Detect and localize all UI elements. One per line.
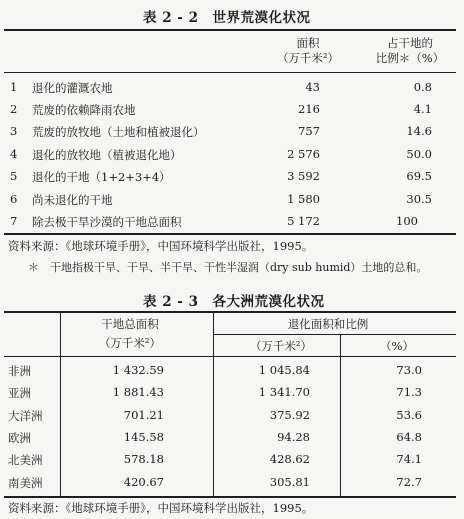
table2-row-pct: 72.7 bbox=[396, 475, 422, 489]
table1-title: 表 2 - 2 世界荒漠化状况 bbox=[143, 10, 311, 26]
table1-row-no: 3 bbox=[10, 124, 18, 138]
table2-row-pct: 53.6 bbox=[396, 408, 422, 422]
table1-row-area: 757 bbox=[298, 124, 320, 138]
table2-top-rule bbox=[4, 311, 456, 313]
table1-row-no: 5 bbox=[10, 169, 18, 183]
table2-row-name: 亚洲 bbox=[8, 386, 31, 400]
table1-row-name: 退化的干地（1+2+3+4） bbox=[32, 170, 171, 184]
table1-top-rule bbox=[4, 29, 456, 31]
table1-row-no: 2 bbox=[10, 102, 18, 116]
table2-title: 表 2 - 3 各大洲荒漠化状况 bbox=[143, 294, 325, 310]
table1-row-name: 退化的放牧地（植被退化地） bbox=[32, 148, 182, 162]
table2-group-rule bbox=[214, 334, 456, 335]
table1-row-pct: 0.8 bbox=[413, 80, 432, 94]
table1-bottom-rule bbox=[4, 233, 456, 235]
table2-row-pct: 73.0 bbox=[396, 363, 422, 377]
table1-header-area-line1: 面积 bbox=[296, 36, 320, 50]
table2-row-name: 南美洲 bbox=[8, 476, 43, 490]
table2-row-name: 北美洲 bbox=[8, 453, 43, 467]
table1-row-pct: 50.0 bbox=[406, 147, 432, 161]
table1-row-area: 43 bbox=[305, 80, 320, 94]
table2-row-area: 375.92 bbox=[269, 408, 310, 422]
table1-row-pct: 4.1 bbox=[413, 102, 432, 116]
table2-row-pct: 64.8 bbox=[396, 430, 422, 444]
table2-header-dry-line1: 干地总面积 bbox=[101, 317, 159, 331]
table2-row-dry: 1 881.43 bbox=[112, 385, 164, 399]
table2-row-name: 非洲 bbox=[8, 364, 31, 378]
table1-row-name: 退化的灌溉农地 bbox=[32, 81, 113, 95]
table1-row-area: 216 bbox=[298, 102, 320, 116]
table1-row-no: 7 bbox=[10, 214, 18, 228]
table1-row-pct: 14.6 bbox=[406, 124, 432, 138]
table2-row-area: 305.81 bbox=[269, 475, 310, 489]
table1-row-name: 荒废的依赖降雨农地 bbox=[32, 103, 136, 117]
table1-row-no: 1 bbox=[10, 80, 18, 94]
table2-col-separator bbox=[340, 335, 341, 497]
table1-row-area: 5 172 bbox=[287, 214, 320, 228]
table1-header-pct-line2: 比例＊（%） bbox=[375, 51, 445, 65]
table2-header-rule bbox=[4, 356, 456, 357]
table2-row-pct: 71.3 bbox=[396, 385, 422, 399]
table1-row-pct: 30.5 bbox=[406, 192, 432, 206]
table2-source: 资料来源：《地球环境手册》，中国环境科学出版社，1995。 bbox=[8, 501, 314, 515]
table1-row-pct: 100 bbox=[396, 214, 418, 228]
table1-header-pct-line1: 占干地的 bbox=[387, 36, 433, 50]
table2-row-pct: 74.1 bbox=[396, 452, 422, 466]
table1-footnote: ＊ 干地指极干旱、干旱、半干旱、干性半湿润（dry sub humid）土地的总和。 bbox=[28, 261, 428, 274]
table2-row-dry: 145.58 bbox=[123, 430, 164, 444]
table1-header-rule bbox=[4, 72, 456, 73]
table2-row-area: 94.28 bbox=[277, 430, 310, 444]
table2-row-area: 1 341.70 bbox=[258, 385, 310, 399]
table1-header-area-line2: （万千米²） bbox=[276, 51, 340, 65]
table1-row-area: 2 576 bbox=[287, 147, 320, 161]
table1-row-pct: 69.5 bbox=[406, 169, 432, 183]
table1-row-name: 尚未退化的干地 bbox=[32, 193, 113, 207]
table1-header-area bbox=[268, 36, 348, 66]
table2-header-dry-line2: （万千米²） bbox=[98, 336, 162, 350]
table1-header-pct bbox=[366, 36, 454, 66]
table1-row-name: 荒废的放牧地（土地和植被退化） bbox=[32, 125, 205, 139]
table2-bottom-rule bbox=[4, 496, 456, 498]
table2-row-dry: 701.21 bbox=[123, 408, 164, 422]
table2-row-dry: 1 432.59 bbox=[112, 363, 164, 377]
table1-row-no: 4 bbox=[10, 147, 18, 161]
table2-header-sub-pct: （%） bbox=[380, 339, 414, 353]
table1-row-no: 6 bbox=[10, 192, 18, 206]
table2-header-sub-area: （万千米²） bbox=[249, 339, 313, 353]
table2-col-separator bbox=[60, 312, 61, 497]
table2-header-group: 退化面积和比例 bbox=[287, 317, 369, 331]
table1-row-name: 除去极干旱沙漠的干地总面积 bbox=[32, 215, 182, 229]
table2-row-name: 欧洲 bbox=[8, 431, 31, 445]
table2-col-separator bbox=[213, 312, 214, 497]
table2-row-name: 大洋洲 bbox=[8, 409, 43, 423]
table1-source: 资料来源：《地球环境手册》，中国环境科学出版社，1995。 bbox=[8, 239, 314, 253]
table1-row-area: 3 592 bbox=[287, 169, 320, 183]
table2-row-dry: 420.67 bbox=[123, 475, 164, 489]
table2-row-area: 1 045.84 bbox=[258, 363, 310, 377]
table2-row-dry: 578.18 bbox=[123, 452, 164, 466]
table2-row-area: 428.62 bbox=[269, 452, 310, 466]
table2-header-dry bbox=[70, 317, 190, 351]
table1-row-area: 1 580 bbox=[287, 192, 320, 206]
